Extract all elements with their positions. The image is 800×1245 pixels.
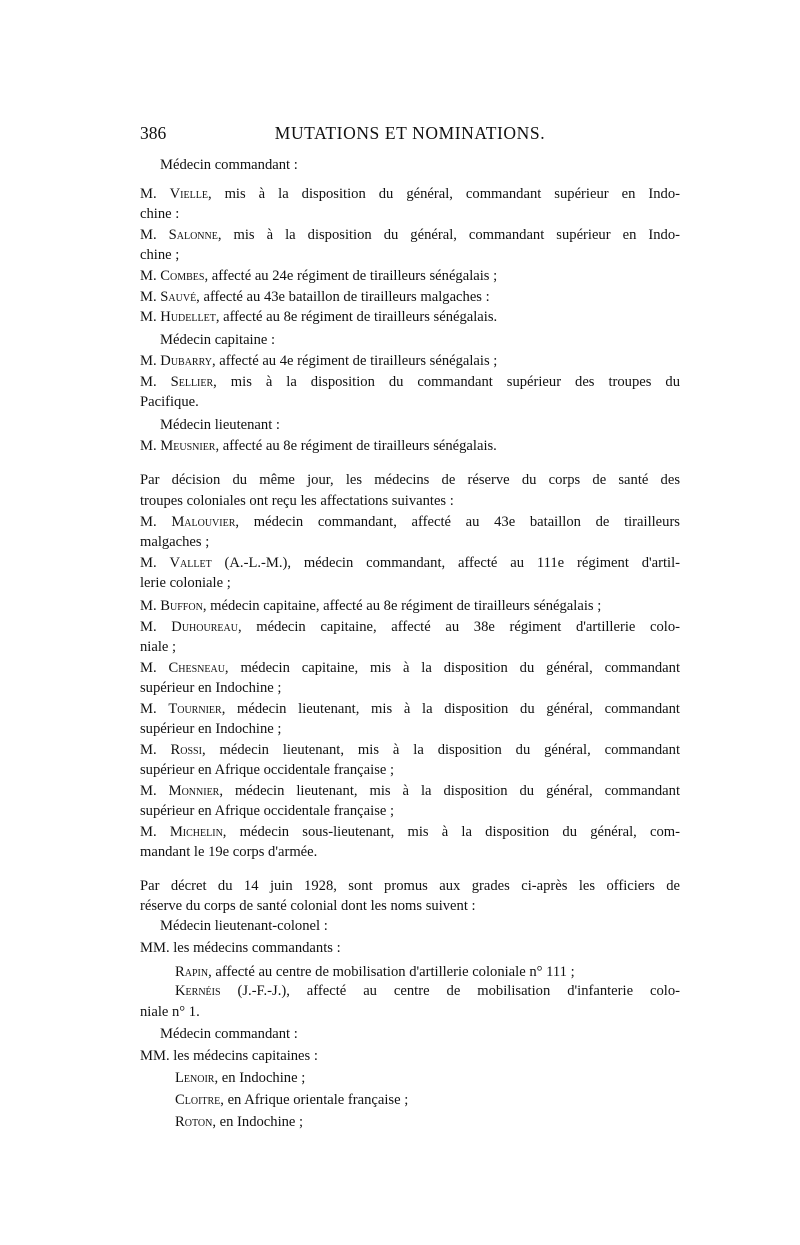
text-line (140, 225, 680, 246)
person-name: Dubarry (160, 353, 212, 369)
text-segment: Médecin lieutenant-colonel : (160, 918, 328, 934)
text-segment: supérieur en Indochine ; (140, 680, 282, 696)
text-segment: Médecin commandant : (160, 1026, 298, 1042)
text-line (140, 617, 680, 638)
text-line (140, 491, 680, 512)
text-segment: MM. les médecins capitaines : (140, 1048, 318, 1064)
text-line (140, 678, 680, 699)
text-line (175, 1068, 680, 1089)
person-name: Vallet (169, 555, 212, 571)
text-segment: supérieur en Afrique occidentale française ; (140, 762, 395, 778)
person-name: Buffon (160, 598, 203, 614)
text-segment: M. (140, 660, 169, 676)
text-segment: , médecin commandant, affecté au 43e bataillon de tirailleurs (235, 514, 680, 530)
text-line (160, 415, 680, 436)
text-line (140, 204, 680, 225)
text-segment: M. (140, 598, 161, 614)
text-line (140, 596, 680, 617)
text-segment: Pacifique. (140, 394, 199, 410)
text-segment: , affecté au 4e régiment de tirailleurs sénégalais ; (211, 353, 498, 369)
person-name: Michelin (169, 824, 223, 840)
text-segment: M. (140, 619, 172, 635)
person-name: Lenoir (175, 1070, 215, 1086)
person-name: Kernéis (175, 983, 221, 999)
text-line (140, 512, 680, 533)
person-name: Hudellet (160, 309, 216, 325)
person-name: Salonne (168, 227, 218, 243)
person-name: Sauvé (160, 289, 197, 305)
text-line (160, 155, 680, 176)
text-segment: M. (140, 555, 170, 571)
page-header (140, 121, 680, 145)
page-number: 386 (140, 123, 167, 143)
text-segment: , médecin lieutenant, mis à la disposition du général, commandant (201, 742, 680, 758)
text-segment: lerie coloniale ; (140, 575, 231, 591)
text-segment: M. (140, 374, 171, 390)
text-line (140, 351, 680, 372)
text-line (140, 801, 680, 822)
text-line (140, 637, 680, 658)
text-line (175, 1112, 680, 1133)
text-segment: M. (140, 783, 169, 799)
text-line (140, 781, 680, 802)
text-line (175, 981, 680, 1002)
text-line (140, 470, 680, 491)
text-line (140, 392, 680, 413)
text-segment: , affecté au 8e régiment de tirailleurs sénégalais. (215, 309, 498, 325)
text-segment: Médecin lieutenant : (160, 417, 280, 433)
text-segment: M. (140, 227, 169, 243)
text-segment: , mis à la disposition du général, commandant supérieur en Indo- (217, 227, 680, 243)
text-segment: , médecin capitaine, affecté au 8e régiment de tirailleurs sénégalais ; (202, 598, 602, 614)
text-line (140, 699, 680, 720)
text-segment: M. (140, 353, 161, 369)
text-segment: , en Indochine ; (212, 1114, 304, 1130)
text-line (160, 916, 680, 937)
text-line (140, 760, 680, 781)
text-segment: (J.-F.-J.), affecté au centre de mobilisation d'infanterie colo- (220, 983, 680, 999)
person-name: Roton (175, 1114, 213, 1130)
text-line (160, 1024, 680, 1045)
text-segment: réserve du corps de santé colonial dont les noms suivent : (140, 898, 476, 914)
text-line (140, 436, 680, 457)
text-segment: troupes coloniales ont reçu les affectations suivantes : (140, 493, 454, 509)
person-name: Vielle (169, 186, 208, 202)
text-segment: (A.-L.-M.), médecin commandant, affecté au 111e régiment d'artil- (211, 555, 681, 571)
text-segment: , médecin capitaine, affecté au 38e régiment d'artillerie colo- (237, 619, 680, 635)
text-segment: M. (140, 289, 161, 305)
person-name: Malouvier (171, 514, 236, 530)
text-segment: , en Afrique orientale française ; (220, 1092, 409, 1108)
person-name: Combes (160, 268, 205, 284)
person-name: Duhoureau (171, 619, 238, 635)
text-line (140, 896, 680, 917)
text-segment: M. (140, 701, 169, 717)
text-line (140, 938, 680, 959)
text-segment: M. (140, 186, 170, 202)
text-segment: M. (140, 309, 161, 325)
text-segment: , affecté au 24e régiment de tirailleurs sénégalais ; (204, 268, 498, 284)
text-segment: , mis à la disposition du général, commandant supérieur en Indo- (207, 186, 680, 202)
person-name: Rossi (170, 742, 202, 758)
text-line (140, 573, 680, 594)
text-line (160, 330, 680, 351)
text-line (140, 719, 680, 740)
text-segment: niale ; (140, 639, 177, 655)
text-segment: , mis à la disposition du commandant supérieur des troupes du (213, 374, 680, 390)
text-line (140, 876, 680, 897)
person-name: Cloitre (175, 1092, 221, 1108)
text-line (140, 307, 680, 328)
text-line (140, 842, 680, 863)
text-line (140, 245, 680, 266)
text-segment: M. (140, 824, 170, 840)
text-line (140, 532, 680, 553)
text-line (140, 266, 680, 287)
text-segment: Par décret du 14 juin 1928, sont promus aux grades ci-après les officiers de (140, 878, 680, 894)
text-segment: niale n° 1. (140, 1004, 200, 1020)
person-name: Meusnier (160, 438, 216, 454)
text-segment: , affecté au centre de mobilisation d'artillerie coloniale n° 111 ; (208, 964, 575, 980)
text-line (140, 740, 680, 761)
person-name: Chesneau (168, 660, 225, 676)
running-title: MUTATIONS ET NOMINATIONS. (274, 123, 546, 143)
text-segment: , médecin lieutenant, mis à la disposition du général, commandant (219, 783, 680, 799)
text-segment: , médecin lieutenant, mis à la disposition du général, commandant (221, 701, 680, 717)
text-segment: Médecin capitaine : (160, 332, 276, 348)
text-segment: , médecin sous-lieutenant, mis à la disposition du général, com- (222, 824, 680, 840)
text-line (140, 1046, 680, 1067)
text-segment: , affecté au 8e régiment de tirailleurs sénégalais. (215, 438, 497, 454)
text-segment: , en Indochine ; (214, 1070, 306, 1086)
text-line (140, 553, 680, 574)
text-segment: supérieur en Afrique occidentale française ; (140, 803, 395, 819)
text-line (175, 1090, 680, 1111)
text-segment: chine : (140, 206, 180, 222)
text-segment: , médecin capitaine, mis à la disposition du général, commandant (224, 660, 680, 676)
text-segment: chine ; (140, 247, 180, 263)
text-segment: M. (140, 268, 161, 284)
person-name: Tournier (168, 701, 222, 717)
text-segment: Médecin commandant : (160, 157, 298, 173)
person-name: Rapin (175, 964, 209, 980)
text-line (140, 287, 680, 308)
text-segment: M. (140, 514, 172, 530)
text-segment: M. (140, 438, 161, 454)
text-segment: M. (140, 742, 171, 758)
person-name: Monnier (168, 783, 220, 799)
text-segment: malgaches ; (140, 534, 210, 550)
text-segment: MM. les médecins commandants : (140, 940, 341, 956)
text-line (175, 962, 680, 983)
person-name: Sellier (170, 374, 214, 390)
text-segment: mandant le 19e corps d'armée. (140, 844, 318, 860)
text-segment: , affecté au 43e bataillon de tirailleurs malgaches : (196, 289, 490, 305)
text-line (140, 184, 680, 205)
text-line (140, 1002, 680, 1023)
text-line (140, 822, 680, 843)
text-segment: supérieur en Indochine ; (140, 721, 282, 737)
text-line (140, 658, 680, 679)
text-segment: Par décision du même jour, les médecins de réserve du corps de santé des (140, 472, 680, 488)
text-line (140, 372, 680, 393)
